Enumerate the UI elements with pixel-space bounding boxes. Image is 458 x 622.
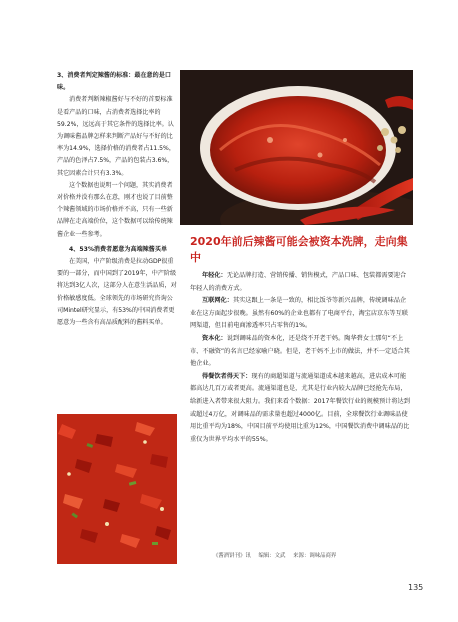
point-youth	[190, 270, 412, 295]
chopped-chili-photo	[57, 414, 177, 564]
caption-origin: 来源：调味品商界	[293, 553, 337, 559]
section-4-paragraph: 在美国，中产阶级消费是拉动GDP很重要的一部分，而中国到了2019年，中产阶级将达到3亿人次，这部分人在意生活品质，对价格敏感度低。全球领先的市场研究咨询公司Mintel研究显示，有53%的中国消费者更愿意为一些含有高品质配料的酱料买单。	[57, 258, 177, 327]
point-catering	[190, 371, 412, 447]
left-column	[57, 70, 177, 329]
caption-source-magazine: 《酱酒饼刊》讯	[213, 553, 251, 559]
right-column	[190, 234, 412, 446]
point-capital-label: 资本化：	[202, 334, 227, 342]
article-caption	[213, 551, 342, 559]
point-internet-text: 其实这跟上一条是一致的，相比饭爷等新兴品牌，传统调味品企业在这方面起步很晚。虽然有60%的企业也都有了电商平台，淘宝店京东等互联网渠道，但目前电商渗透率只占零售的1%。	[190, 297, 408, 330]
point-youth-label: 年轻化：	[202, 272, 227, 279]
chopped-chili-illustration	[57, 414, 177, 564]
point-catering-label: 得餐饮者得天下：	[202, 372, 252, 380]
article-headline: 2020年前后辣酱可能会被资本洗牌，走向集中	[190, 235, 408, 264]
point-capital	[190, 333, 412, 371]
caption-editor: 编辑：文武	[258, 553, 286, 559]
section-3-title: 3、消费者判定辣酱的标准：最在意的是口味。	[57, 72, 171, 92]
section-4-title: 4、53%消费者愿意为高端辣酱买单	[69, 245, 168, 253]
point-capital-text: 说到调味品的资本化，还是绕不开老干妈。陶华碧女士那句“不上市、不融资”的名言已经家喻户晓。但是，老干妈不上市的做法，并不一定适合其他企业。	[190, 334, 410, 368]
section-3-paragraph-2: 这个数据也说明一个问题，其实消费者对价格并没有那么在意，刚才也说了目前整个辣酱领域的市场价格并不高，只有一些新品牌在走高端价位，这个数据可以给传统辣酱企业一些参考。	[57, 181, 173, 238]
point-internet	[190, 295, 412, 333]
section-3-paragraph-1: 消费者判断辣椒酱好与不好的首要标准是看产品的口味，占消费者选择比率的59.2%，远远高于其它条件的选择比率。认为调味酱品牌怎样来判断产品好与不好的比率为14.9%，选择价格的消费者占11.5%，产品的色泽占7.5%，产品的包装占3.6%，其它因素合计只有3.3%。	[57, 96, 175, 177]
chili-sauce-illustration	[180, 70, 413, 225]
point-internet-label: 互联网化：	[202, 297, 233, 305]
point-youth-text: 无论品牌打造、营销传播、销售模式，产品口味、包装都需要迎合年轻人的消费方式。	[190, 272, 407, 292]
page-number: 135	[408, 583, 424, 592]
chili-sauce-photo	[180, 70, 413, 225]
point-catering-text: 现有的商超渠道与流通渠道成本越来越高，进店成本可能都高达几百万或者更高。流通渠道也是，尤其是行业内较大品牌已经抢先布局，给新进入者带来很大阻力。我们来看个数据：2017年餐饮行业的规模预计将达到或超过4万亿，对调味品的需求量也超过4000亿。目前，全球餐饮行业调味品使用比重平均为18%，中国目前平均使用比重为12%，中国餐饮消费中调味品的比重仅为世界平均水平的55%。	[190, 372, 410, 443]
